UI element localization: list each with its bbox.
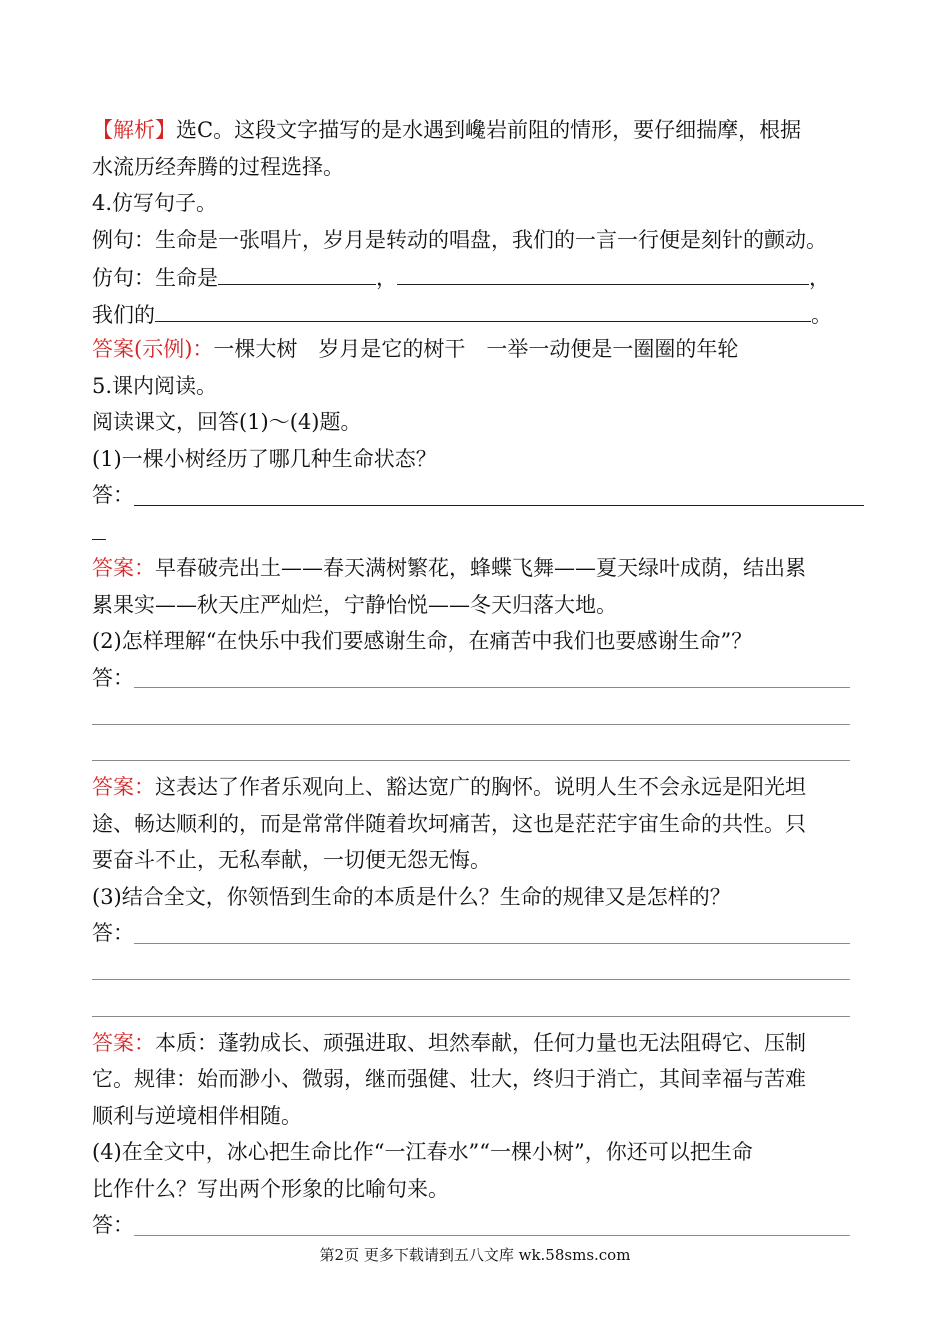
answer-line[interactable]	[134, 505, 864, 506]
q5-sub2-blank-line-2	[92, 696, 862, 733]
q5-instruction: 阅读课文，回答(1)～(4)题。	[92, 410, 362, 434]
q5-sub2-question: (2)怎样理解“在快乐中我们要感谢生命，在痛苦中我们也要感谢生命”？	[92, 629, 753, 653]
q4-imitate-line: 仿句：生命是 ， ，	[92, 258, 862, 295]
answer-tag: 答案(示例)：	[92, 337, 214, 361]
q5-sub2-answer-row: 答：	[92, 660, 862, 697]
answer-tag: 答案：	[92, 1030, 155, 1055]
q5-sub2-blank-line-3	[92, 733, 862, 770]
answer-tag: 答案：	[92, 556, 155, 580]
q5-sub1-answer-line-2: 累果实——秋天庄严灿烂，宁静怡悦——冬天归落大地。	[92, 592, 617, 617]
answer-line[interactable]	[92, 724, 850, 725]
q5-sub3-answer-line-3: 顺利与逆境相伴相随。	[92, 1103, 302, 1128]
q4-example: 例句：生命是一张唱片，岁月是转动的唱盘，我们的一言一行便是刻针的颤动。	[92, 227, 827, 252]
q5-sub3-answer-row: 答：	[92, 915, 862, 952]
q5-sub3-blank-line-3	[92, 988, 862, 1025]
fill-blank-3[interactable]	[155, 295, 811, 322]
q5-sub3-answer-line-2: 它。规律：始而渺小、微弱，继而强健、壮大，终归于消亡，其间幸福与苦难	[92, 1067, 806, 1091]
q5-sub1-answer-row: 答：	[92, 477, 862, 514]
q5-title: 5.课内阅读。	[92, 373, 218, 398]
answer-line[interactable]	[134, 687, 850, 688]
answer-line-tail[interactable]	[92, 539, 106, 540]
q5-sub1-short-line	[92, 514, 862, 551]
page-footer: 第2页 更多下载请到五八文库 wk.58sms.com	[319, 1246, 631, 1264]
fill-blank-1[interactable]	[218, 258, 376, 285]
answer-tag: 答案：	[92, 775, 155, 799]
document-page	[92, 112, 862, 1244]
q5-sub3-question: (3)结合全文，你领悟到生命的本质是什么？生命的规律又是怎样的？	[92, 884, 731, 909]
q5-sub2-answer-line-1: 答案：这表达了作者乐观向上、豁达宽广的胸怀。说明人生不会永远是阳光坦	[92, 775, 806, 799]
q5-sub4-question-line-1: (4)在全文中，冰心把生命比作“一江春水”“一棵小树”，你还可以把生命	[92, 1140, 753, 1164]
q5-sub1-question: (1)一棵小树经历了哪几种生命状态？	[92, 446, 437, 471]
q4-we-line: 我们的 。	[92, 295, 862, 332]
answer-line[interactable]	[134, 1235, 850, 1236]
q4-title: 4.仿写句子。	[92, 191, 218, 215]
q5-sub3-blank-line-2	[92, 952, 862, 989]
q5-sub3-answer-line-1: 答案：本质：蓬勃成长、顽强进取、坦然奉献，任何力量也无法阻碍它、压制	[92, 1030, 806, 1055]
q3-analysis-line-1: 【解析】选C。这段文字描写的是水遇到巉岩前阻的情形，要仔细揣摩，根据	[92, 118, 802, 142]
q5-sub1-answer-line-1: 答案：早春破壳出土——春天满树繁花，蜂蝶飞舞——夏天绿叶成荫，结出累	[92, 556, 806, 580]
q5-sub2-answer-line-3: 要奋斗不止，无私奉献，一切便无怨无悔。	[92, 848, 491, 872]
q4-answer: 答案(示例)：一棵大树 岁月是它的树干 一举一动便是一圈圈的年轮	[92, 337, 739, 361]
answer-line[interactable]	[92, 979, 850, 980]
q3-analysis-line-2: 水流历经奔腾的过程选择。	[92, 154, 344, 179]
answer-line[interactable]	[134, 943, 850, 944]
q5-sub4-question-line-2: 比作什么？写出两个形象的比喻句来。	[92, 1176, 449, 1201]
answer-line[interactable]	[92, 1016, 850, 1017]
q5-sub2-answer-line-2: 途、畅达顺利的，而是常常伴随着坎坷痛苦，这也是茫茫宇宙生命的共性。只	[92, 811, 806, 836]
q5-sub4-answer-row: 答：	[92, 1207, 862, 1244]
fill-blank-2[interactable]	[397, 258, 809, 285]
answer-line[interactable]	[92, 760, 850, 761]
analysis-tag: 【解析】	[92, 118, 176, 142]
